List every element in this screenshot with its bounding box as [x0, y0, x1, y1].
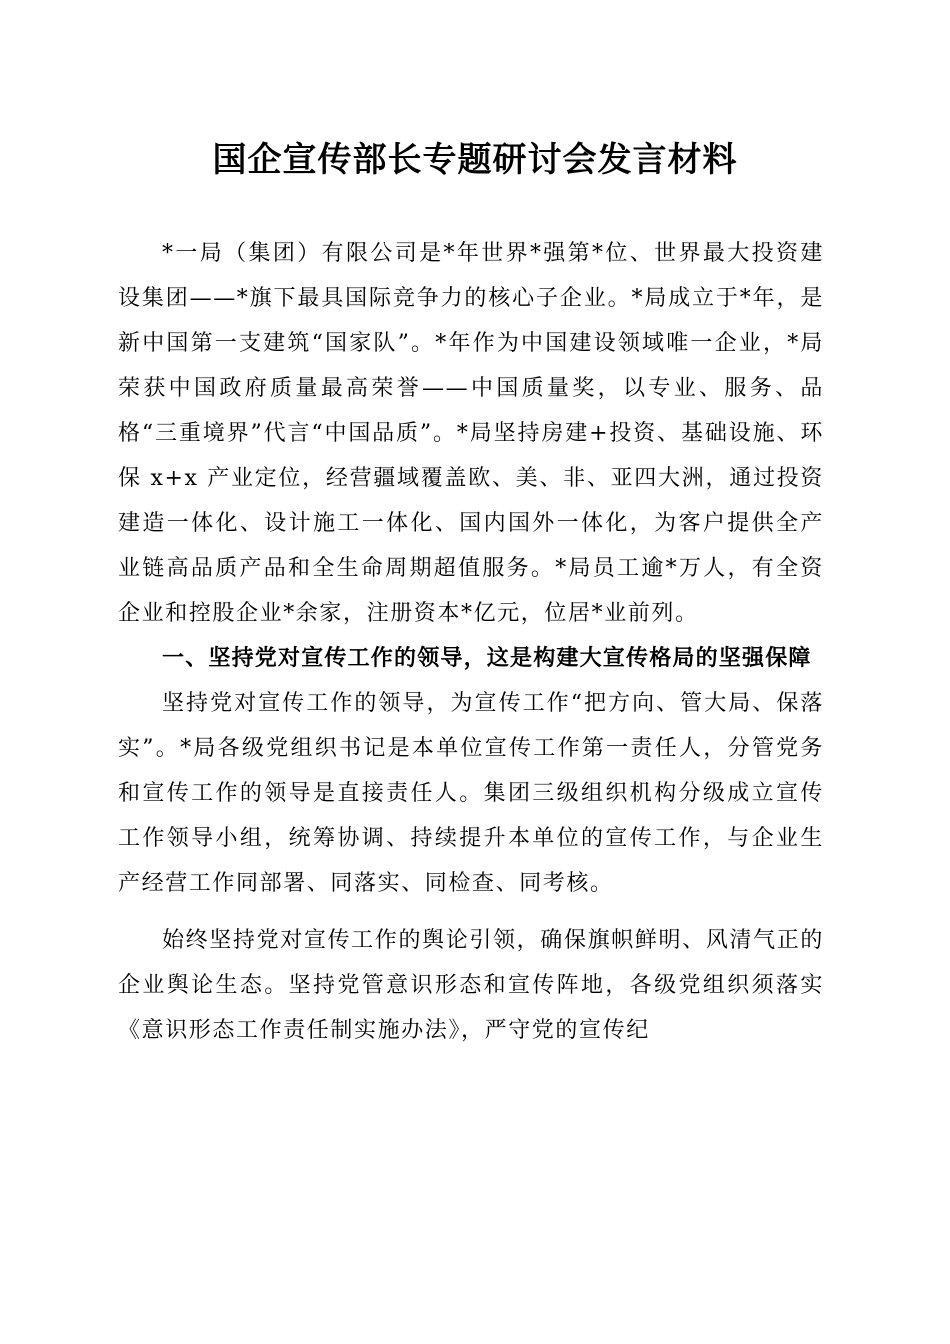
body-paragraph-leadership: 坚持党对宣传工作的领导，为宣传工作“把方向、管大局、保落实”。*局各级党组织书记是本单位宣传工作第一责任人，分管党务和宣传工作的领导是直接责任人。集团三级组织机构分级成立宣传工作领导小组，统筹协调、持续提升本单位的宣传工作，与企业生产经营工作同部署、同落实、同检查、同考核。 [118, 691, 824, 896]
document-body [118, 231, 824, 1053]
body-paragraph-opinion-guidance: 始终坚持党对宣传工作的舆论引领，确保旗帜鲜明、风清气正的企业舆论生态。坚持党管意识形态和宣传阵地，各级党组织须落实《意识形态工作责任制实施办法》，严守党的宣传纪 [118, 928, 824, 1043]
paragraph-spacer [118, 906, 824, 918]
body-paragraph-intro: *一局（集团）有限公司是*年世界*强第*位、世界最大投资建设集团——*旗下最具国际竞争力的核心子企业。*局成立于*年，是新中国第一支建筑“国家队”。*年作为中国建设领域唯一企业，*局荣获中国政府质量最高荣誉——中国质量奖，以专业、服务、品格“三重境界”代言“中国品质”。*局坚持房建+投资、基础设施、环保 x+x 产业定位，经营疆域覆盖欧、美、非、亚四大洲，通过投资建造一体化、设计施工一体化、国内国外一体化，为客户提供全产业链高品质产品和全生命周期超值服务。*局员工逾*万人，有全资企业和控股企业*余家，注册资本*亿元，位居*业前列。 [118, 241, 824, 626]
section-heading-1: 一、坚持党对宣传工作的领导，这是构建大宣传格局的坚强保障 [162, 646, 812, 671]
document-title: 国企宣传部长专题研讨会发言材料 [212, 140, 738, 180]
